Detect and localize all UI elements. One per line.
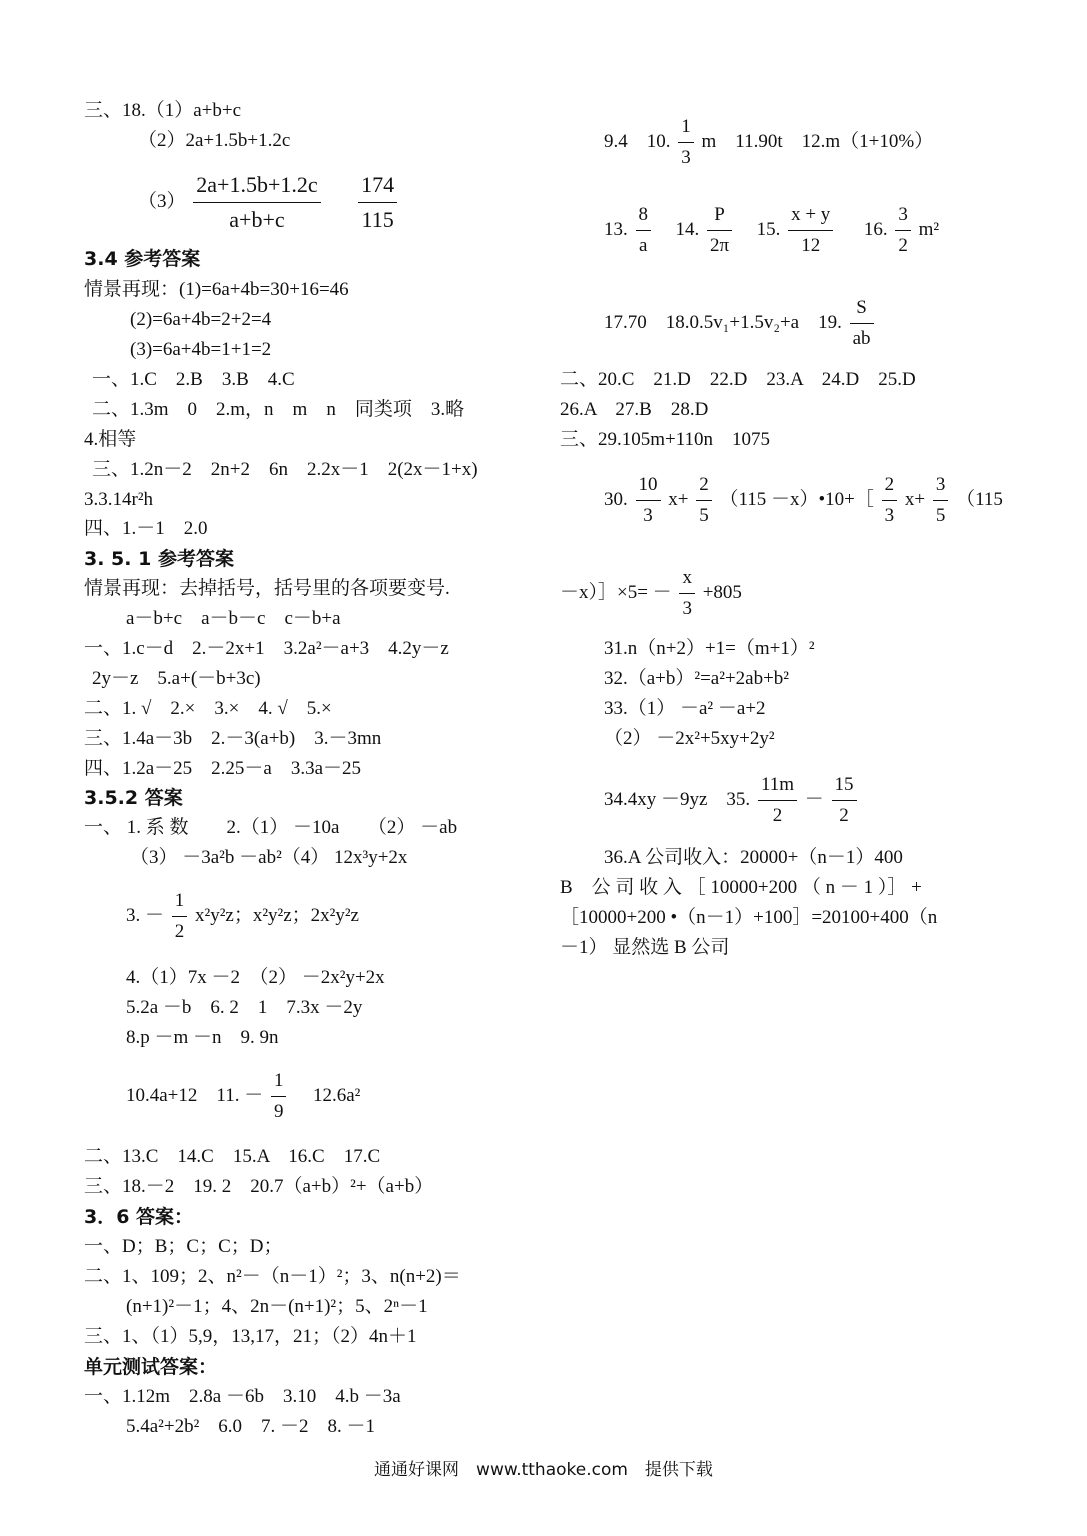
numerator: 10 bbox=[636, 470, 661, 501]
answer-line: (2)=6a+4b=2+2=4 bbox=[130, 309, 272, 330]
section-heading: 3. 5. 1 参考答案 bbox=[84, 548, 234, 570]
denominator: 3 bbox=[682, 598, 692, 619]
answer-line-fraction bbox=[138, 168, 400, 237]
denominator: 2π bbox=[710, 235, 730, 256]
answer-line: 四、1.2a－25 2.25－a 3.3a－25 bbox=[84, 758, 362, 779]
label: 14. bbox=[675, 218, 700, 240]
denominator: 2 bbox=[839, 805, 849, 826]
numerator: 1 bbox=[678, 112, 694, 143]
answer-line: （2）2a+1.5b+1.2c bbox=[138, 130, 291, 151]
answer-line: 三、29.105m+110n 1075 bbox=[560, 429, 771, 450]
fraction bbox=[832, 770, 857, 831]
answer-line: 二、13.C 14.C 15.A 16.C 17.C bbox=[84, 1146, 381, 1167]
numerator: 1 bbox=[172, 886, 188, 917]
answer-line: （2） －2x²+5xy+2y² bbox=[604, 728, 775, 749]
expression: x²y²z；x²y²z；2x²y²z bbox=[195, 904, 359, 926]
answer-line: 二、1.3m 0 2.m，n m n 同类项 3.略 bbox=[92, 399, 465, 420]
answer-line: －1） 显然选 B 公司 bbox=[560, 937, 730, 958]
fraction bbox=[788, 200, 833, 261]
answer-line: 三、1.2n－2 2n+2 6n 2.2x－1 2(2x－1+x) bbox=[92, 459, 478, 480]
fraction bbox=[172, 886, 188, 947]
answer-line: 32.（a+b）²=a²+2ab+b² bbox=[604, 668, 789, 689]
section-heading: 3．6 答案： bbox=[84, 1206, 194, 1228]
fraction bbox=[679, 563, 695, 624]
answer-line-fraction bbox=[604, 112, 933, 173]
fraction bbox=[933, 470, 949, 531]
answer-line: 一、1.C 2.B 3.B 4.C bbox=[92, 369, 295, 390]
label: 10.4a+12 11. － bbox=[126, 1084, 264, 1106]
answer-line: 4.相等 bbox=[84, 429, 137, 450]
denominator: 5 bbox=[935, 505, 946, 526]
answer-line: 3.3.14r²h bbox=[84, 489, 154, 510]
numerator: x bbox=[679, 563, 695, 594]
answer-line: 三、1.4a－3b 2.－3(a+b) 3.－3mn bbox=[84, 728, 382, 749]
numerator: 15 bbox=[832, 770, 857, 801]
expression: （115 －x）•10+［ bbox=[719, 488, 874, 510]
numerator: S bbox=[850, 293, 874, 324]
answer-line: 4.（1）7x －2 （2） －2x²y+2x bbox=[126, 967, 385, 988]
expression: － bbox=[804, 788, 824, 810]
expression: 12.6a² bbox=[312, 1084, 361, 1106]
fraction bbox=[193, 168, 320, 237]
denominator: 12 bbox=[801, 235, 821, 256]
answer-line: 一、1.12m 2.8a －6b 3.10 4.b －3a bbox=[84, 1386, 401, 1407]
answer-line: B 公 司 收 入 ［ 10000+200 （ n － 1 ）］ + bbox=[560, 877, 922, 898]
answer-line: 二、1、109；2、n²－（n－1）²；3、n(n+2)＝ bbox=[84, 1266, 461, 1287]
expression: x+ bbox=[668, 488, 689, 510]
answer-line: 36.A 公司收入：20000+（n－1）400 bbox=[604, 847, 903, 868]
denominator: 9 bbox=[273, 1101, 284, 1122]
answer-line-fraction bbox=[604, 770, 860, 831]
fraction bbox=[707, 200, 732, 261]
fraction bbox=[678, 112, 694, 173]
answer-line-fraction bbox=[604, 470, 1003, 531]
section-heading: 单元测试答案： bbox=[84, 1356, 218, 1378]
answer-line: 四、1.－1 2.0 bbox=[84, 518, 208, 539]
label: 30. bbox=[604, 488, 628, 510]
numerator: x + y bbox=[788, 200, 833, 231]
answer-line: （3） －3a²b －ab²（4） 12x³y+2x bbox=[130, 847, 408, 868]
answer-line: 一、D；B；C；C；D； bbox=[84, 1236, 283, 1257]
answer-line: 一、1.c－d 2.－2x+1 3.2a²－a+3 4.2y－z bbox=[84, 638, 449, 659]
fraction bbox=[882, 470, 898, 531]
answer-line: (3)=6a+4b=1+1=2 bbox=[130, 339, 272, 360]
numerator: 8 bbox=[636, 200, 652, 231]
answer-line-fraction bbox=[604, 293, 877, 354]
numerator: 2 bbox=[882, 470, 898, 501]
answer-line-fraction bbox=[560, 563, 742, 624]
label: 34.4xy －9yz 35. bbox=[604, 788, 751, 810]
answer-line: (n+1)²－1；4、2n－(n+1)²；5、2ⁿ－1 bbox=[126, 1296, 428, 1317]
fraction bbox=[271, 1066, 287, 1127]
label: 13. bbox=[604, 218, 628, 240]
expression: m² bbox=[918, 218, 940, 240]
denominator: a+b+c bbox=[229, 207, 285, 232]
answer-line: 2y－z 5.a+(－b+3c) bbox=[92, 668, 261, 689]
answer-line: 一、 1. 系 数 2.（1） －10a （2） －ab bbox=[84, 817, 458, 838]
fraction bbox=[850, 293, 874, 354]
expression: （115 bbox=[956, 488, 1003, 510]
label: 16. bbox=[863, 218, 888, 240]
label: （3） bbox=[138, 190, 186, 212]
denominator: 2 bbox=[174, 921, 185, 942]
answer-line: 31.n（n+2）+1=（m+1）² bbox=[604, 638, 815, 659]
numerator: 2a+1.5b+1.2c bbox=[193, 168, 320, 203]
numerator: 1 bbox=[271, 1066, 287, 1097]
denominator: 2 bbox=[898, 235, 908, 256]
fraction bbox=[758, 770, 797, 831]
denominator: 3 bbox=[643, 505, 653, 526]
expression: x+ bbox=[904, 488, 926, 510]
section-heading: 3.5.2 答案 bbox=[84, 787, 183, 809]
fraction bbox=[636, 470, 661, 531]
answer-line: a－b+c a－b－c c－b+a bbox=[126, 608, 341, 629]
fraction bbox=[696, 470, 712, 531]
expression: +805 bbox=[702, 581, 742, 603]
numerator: 3 bbox=[895, 200, 911, 231]
numerator: 11m bbox=[758, 770, 797, 801]
answer-line: 26.A 27.B 28.D bbox=[560, 399, 709, 420]
answer-line: 三、18.（1）a+b+c bbox=[84, 100, 242, 121]
answer-line-fraction bbox=[126, 1066, 360, 1127]
numerator: 3 bbox=[933, 470, 949, 501]
answer-line: 情景再现：(1)=6a+4b=30+16=46 bbox=[84, 279, 349, 300]
expression: －x）］×5= － bbox=[560, 581, 672, 603]
answer-line: 8.p －m －n 9. 9n bbox=[126, 1027, 279, 1048]
answer-line: 情景再现：去掉括号，括号里的各项要变号. bbox=[84, 578, 450, 599]
fraction bbox=[636, 200, 652, 261]
answer-line-fraction bbox=[604, 200, 939, 261]
label: 17.70 18.0.5v₁+1.5v₂+a 19. bbox=[604, 311, 842, 333]
denominator: 2 bbox=[772, 805, 783, 826]
expression: m 11.90t 12.m（1+10%） bbox=[701, 130, 934, 152]
answer-line: 5.4a²+2b² 6.0 7. －2 8. －1 bbox=[126, 1416, 376, 1437]
fraction bbox=[895, 200, 911, 261]
numerator: 174 bbox=[358, 168, 397, 203]
label: 9.4 10. bbox=[604, 130, 671, 152]
denominator: 3 bbox=[884, 505, 895, 526]
fraction bbox=[358, 168, 397, 237]
answer-line: ［10000+200 •（n－1）+100］=20100+400（n bbox=[560, 907, 938, 928]
answer-line: 33.（1） －a² －a+2 bbox=[604, 698, 766, 719]
label: 3. － bbox=[126, 904, 165, 926]
answer-line: 5.2a －b 6. 2 1 7.3x －2y bbox=[126, 997, 363, 1018]
numerator: 2 bbox=[696, 470, 712, 501]
answer-line-fraction bbox=[126, 886, 359, 947]
page-footer: 通通好课网 www.tthaoke.com 提供下载 bbox=[374, 1460, 713, 1480]
section-heading: 3.4 参考答案 bbox=[84, 248, 201, 270]
answer-line: 三、1、（1）5,9，13,17，21；（2）4n＋1 bbox=[84, 1326, 417, 1347]
answer-line: 二、20.C 21.D 22.D 23.A 24.D 25.D bbox=[560, 369, 916, 390]
denominator: ab bbox=[852, 328, 871, 349]
denominator: 3 bbox=[681, 147, 691, 168]
denominator: 115 bbox=[361, 207, 394, 232]
answer-line: 三、18.－2 19. 2 20.7（a+b）²+（a+b） bbox=[84, 1176, 434, 1197]
denominator: a bbox=[639, 235, 648, 256]
label: 15. bbox=[756, 218, 781, 240]
denominator: 5 bbox=[699, 505, 709, 526]
answer-line: 二、1. √ 2.× 3.× 4. √ 5.× bbox=[84, 698, 332, 719]
numerator: P bbox=[707, 200, 732, 231]
